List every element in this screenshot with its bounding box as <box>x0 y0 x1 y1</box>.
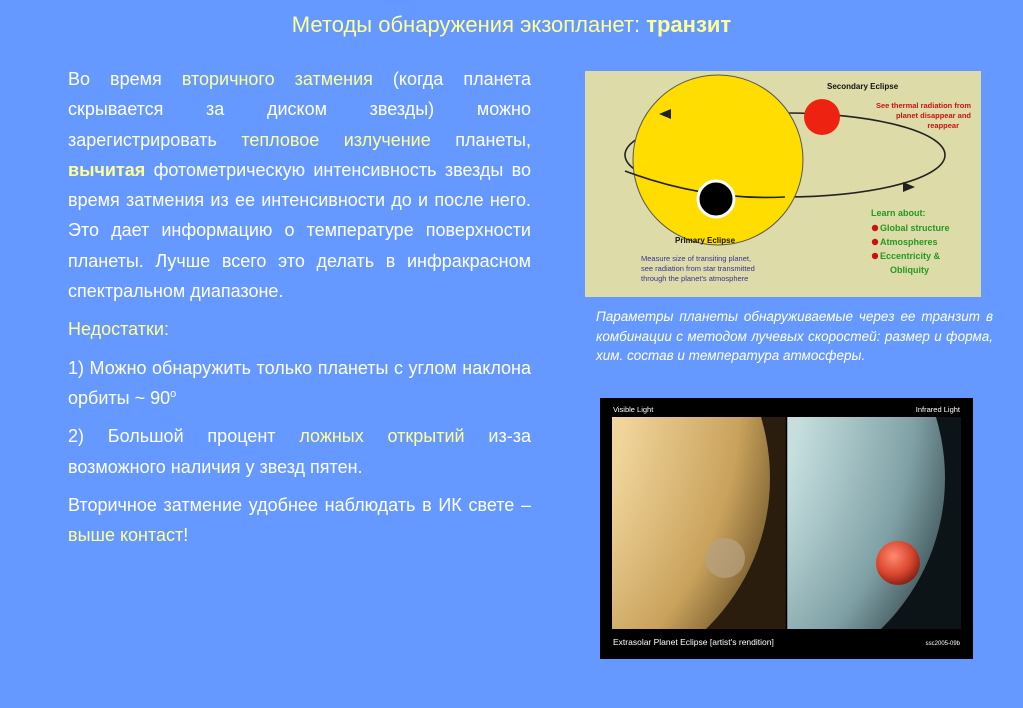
text-run: ! <box>183 525 189 546</box>
highlight-higher-contrast: выше контаст <box>68 525 184 546</box>
photo-code: ssc2005-09b <box>925 641 960 647</box>
page-title <box>0 12 1023 38</box>
thermal-note-line-3: reappear <box>927 121 959 130</box>
learn-item-4: Obliquity <box>890 265 929 275</box>
text-run: 1) Можно обнаружить только планеты с углом наклона орбиты ~ 90 <box>68 357 531 408</box>
learn-bullet-3 <box>872 253 878 259</box>
text-run: Во время <box>68 69 182 89</box>
primary-planet <box>698 181 734 217</box>
infrared-planet <box>876 541 920 585</box>
eclipse-photo-svg <box>600 398 973 659</box>
highlight-false-discoveries: ложных открытий <box>299 426 465 447</box>
highlight-secondary-eclipse: вторичного затмения <box>181 69 373 89</box>
diagram-caption: Параметры планеты обнаруживаемые через ее транзит в комбинации с методом лучевых скоростей: размер и форма, хим. состав и температура атмосферы. <box>596 309 993 363</box>
text-run: из-за возможного наличия у звезд пятен. <box>68 426 531 477</box>
thermal-note-line-2: planet disappear and <box>895 111 971 120</box>
text-run: (когда планета скрывается за диском звезды) можно зарегистрировать <box>68 69 531 150</box>
eclipse-photo <box>600 398 973 659</box>
drawbacks-heading: Недостатки: <box>68 319 169 340</box>
learn-bullet-2 <box>872 239 878 245</box>
learn-item-2: Atmospheres <box>880 237 938 247</box>
text-run: планеты, <box>430 129 531 150</box>
text-run: Вторичное затмение удобнее наблюдать в ИК свете – <box>68 494 531 515</box>
star-disk <box>633 75 803 245</box>
primary-eclipse-label: Primary Eclipse <box>675 236 736 245</box>
primary-note-line-3: through the planet's atmosphere <box>641 274 749 283</box>
learn-item-1: Global structure <box>880 223 950 233</box>
title-main: Методы обнаружения экзопланет: <box>291 12 647 37</box>
paragraph-secondary-eclipse <box>68 64 531 306</box>
degree-sup: о <box>170 387 177 400</box>
secondary-eclipse-label: Secondary Eclipse <box>827 82 899 91</box>
visible-light-label: Visible Light <box>613 405 654 414</box>
infrared-light-label: Infrared Light <box>915 405 960 414</box>
orbit-arrow-right <box>903 182 915 192</box>
learn-item-3: Eccentricity & <box>880 251 941 261</box>
drawback-item-1 <box>68 353 531 414</box>
highlight-thermal-radiation: тепловое излучение <box>241 129 431 150</box>
primary-note-line-1: Measure size of transiting planet, <box>641 254 752 263</box>
visible-planet <box>705 538 745 578</box>
secondary-planet <box>804 99 840 135</box>
photo-bottom-caption: Extrasolar Planet Eclipse [artist's rendition] <box>613 637 774 647</box>
learn-about-label: Learn about: <box>871 208 926 218</box>
text-run: фотометрическую интенсивность звезды во время затмения из ее интенсивности до и после него. Это дает информацию о температуре поверхности планеты. Лучше всего это делать в инфракрасном спектральном диапазоне. <box>68 159 531 302</box>
thermal-note-line-1: See thermal radiation from <box>875 101 971 110</box>
highlight-subtracting: вычитая <box>68 159 146 180</box>
eclipse-diagram-svg <box>585 71 981 297</box>
primary-note-line-2: see radiation from star transmitted <box>641 264 755 273</box>
eclipse-diagram <box>585 71 981 297</box>
learn-bullet-1 <box>872 225 878 231</box>
title-bold: транзит <box>646 12 732 37</box>
main-text <box>68 64 531 550</box>
drawback-item-2 <box>68 421 531 482</box>
text-run: 2) Большой процент <box>68 426 300 447</box>
final-note <box>68 490 531 551</box>
